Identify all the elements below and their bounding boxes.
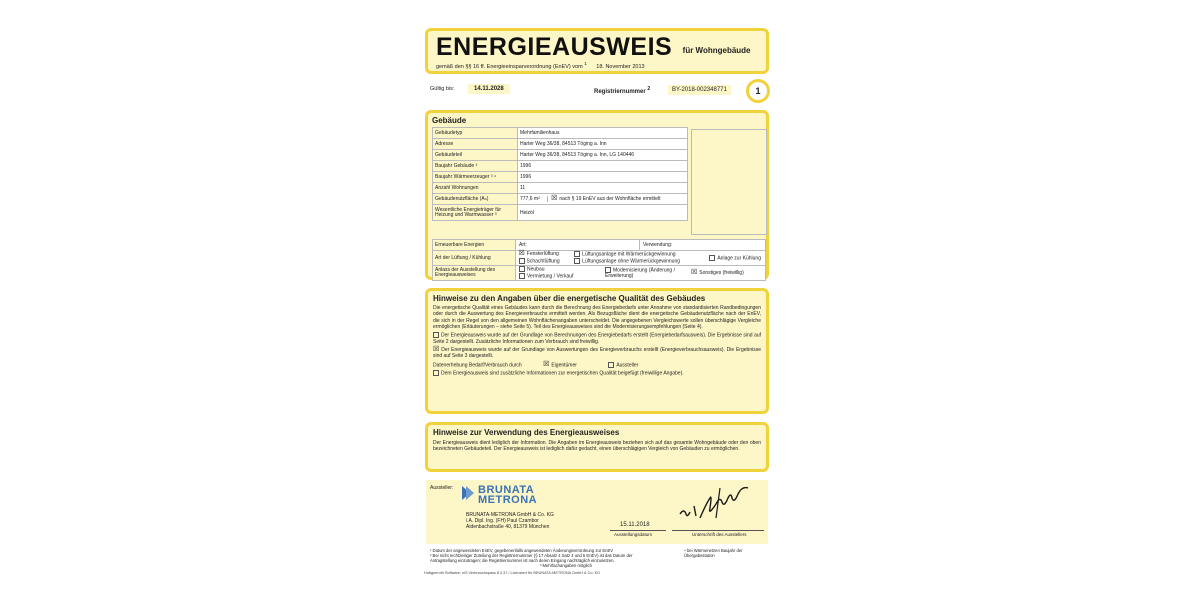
divider: [610, 530, 666, 531]
footnote-4: ⁴ bei Wärmenetzen Baujahr der Übergabestation: [684, 548, 743, 558]
checkbox-icon: [574, 258, 580, 264]
additional-info-option: Dem Energieausweis sind zusätzliche Informationen zur energetischen Qualität beigefügt (freiwillige Angabe).: [433, 370, 761, 377]
checkbox-icon: [433, 370, 439, 376]
logo-text-line1: BRUNATA: [478, 484, 535, 496]
demand-option: Der Energieausweis wurde auf der Grundlage von Berechnungen des Energiebedarfs erstellt (Energiebedarfsausweis). Die Ergebnisse sind auf Seite 2 dargestellt. Zusätzliche Informationen zum Verbrauch sind freiwillig.: [433, 332, 761, 345]
table-row: Baujahr Gebäude ³ 1996: [433, 161, 688, 172]
checked-box-icon: ☒: [691, 268, 698, 276]
checkbox-icon: [608, 362, 614, 368]
issuer-section: [426, 480, 768, 544]
usage-notes-text: Der Energieausweis dient lediglich der Information. Die Angaben im Energieausweis beziehen sich auf das gesamte Wohngebäude oder den oben bezeichneten Gebäudeteil. Der Energieausweis ist lediglich dafür gedacht, einen überschlägigen Vergleich von Gebäuden zu ermöglichen.: [433, 440, 761, 453]
data-collection-row: Datenerhebung Bedarf/Verbrauch durch ☒ Eigentümer Aussteller: [433, 361, 639, 369]
energy-certificate-page: [420, 22, 772, 582]
doc-subtitle: gemäß den §§ 16 ff. Energieeinsparverordnung (EnEV) vom $^1$ 18. November 2013: [436, 61, 645, 70]
table-row: Gebäudetyp Mehrfamilienhaus: [433, 128, 688, 139]
registration-number: BY-2018-002348771: [668, 85, 731, 95]
issuer-address: BRUNATA-METRONA GmbH & Co. KG i.A. Dipl. Ing. (FH) Paul Czambor Aidenbachstraße 40, 81379 München: [466, 512, 554, 530]
footnote-1: ¹ Datum der angewendeten EnEV, gegebenenfalls angewendeten Änderungsverordnung zur EnEV: [430, 548, 614, 553]
registration-label: Registriernummer $^2$: [594, 86, 651, 95]
header-box: [425, 28, 769, 74]
page-number-badge: 1: [746, 79, 770, 103]
software-note: Hottgenroth Software: niS Verbrauchspass 8.3.37 / Lizenziert für BRUNATA-METRONA GmbH & Co. KG: [424, 571, 601, 575]
divider: [672, 530, 764, 531]
occasion-row: Anlass der Ausstellung des Energieausweises Neubau Vermietung / Verkauf Modernisierung (Änderung / Erweiterung) ☒ Sonstiges (freiwillig): [432, 265, 766, 281]
footnote-3: ³ Mehrfachangaben möglich: [540, 563, 592, 568]
renewables-row: Erneuerbare Energien Art: Verwendung:: [432, 239, 766, 251]
building-section-title: Gebäude: [432, 116, 467, 125]
checked-box-icon: ☒: [543, 361, 550, 369]
doc-title-suffix: für Wohngebäude: [682, 46, 751, 55]
issuer-label: Aussteller:: [430, 485, 454, 491]
consumption-option: ☒ Der Energieausweis wurde auf der Grundlage von Auswertungen des Energieverbrauchs erstellt (Energieverbrauchsausweis). Die Ergebnisse sind auf Seite 3 dargestellt.: [433, 346, 761, 360]
checked-box-icon: ☒: [433, 346, 440, 354]
table-row: Wesentliche Energieträger für Heizung und Warmwasser ³ Heizöl: [433, 205, 688, 221]
table-row: Adresse Harter Weg 36/38, 84513 Töging a. Inn: [433, 139, 688, 150]
table-row: Anzahl Wohnungen 11: [433, 183, 688, 194]
footnote-2: ² Bei nicht rechtzeitiger Zuteilung der Registriernummer (§ 17 Absatz 4 Satz 4 und 5 EnEV) ist das Datum der Antragstellung einzutragen; die Registriernummer ist nach deren Eingang nachträglich einzusetzen.: [430, 553, 633, 563]
checkbox-icon: [519, 273, 525, 279]
quality-notes-section: [425, 288, 769, 414]
checkbox-icon: [433, 332, 439, 338]
doc-title: ENERGIEAUSWEIS: [436, 33, 673, 61]
logo-mark-icon: [462, 486, 474, 500]
building-table: [432, 127, 688, 221]
quality-notes-title: Hinweise zu den Angaben über die energetische Qualität des Gebäudes: [433, 294, 706, 303]
issue-date: 15.11.2018: [620, 522, 650, 528]
quality-notes-text: Die energetische Qualität eines Gebäudes kann durch die Berechnung des Energiebedarfs unter Annahme von standardisierten Randbedingungen oder durch die Auswertung des Energieverbrauchs ermittelt werden. Als Bezugsfläche dient die energetische Gebäudenutzfläche nach der EnEV, die sich in der Regel von den allgemeinen Wohnflächenangaben unterscheidet. Die angegebenen Vergleichswerte sollen überschlägige Vergleiche ermöglichen (Erläuterungen – siehe Seite 5). Teil des Energieausweises sind die Modernisierungsempfehlungen (Seite 4).: [433, 305, 761, 330]
checkbox-icon: [519, 258, 525, 264]
building-photo-placeholder: [691, 129, 767, 235]
ventilation-row: Art der Lüftung / Kühlung ☒ Fensterlüftung Schachtlüftung Lüftungsanlage mit Wärmerückgewinnung Lüftungsanlage ohne Wärmerückgewinnung Anlage zur Kühlung: [432, 250, 766, 266]
checkbox-icon: [519, 266, 525, 272]
valid-until-label: Gültig bis:: [430, 86, 455, 92]
table-row: Baujahr Wärmeerzeuger ³ ⁴ 1996: [433, 172, 688, 183]
issue-date-label: Ausstellungsdatum: [614, 532, 653, 537]
valid-until-date: 14.11.2028: [468, 84, 510, 94]
enev-date: 18. November 2013: [596, 63, 645, 70]
table-row: Gebäudenutzfläche (Aₙ) 777,6 m² ☒ nach § 19 EnEV aus der Wohnfläche ermittelt: [433, 194, 688, 205]
checked-box-icon: ☒: [518, 250, 525, 258]
brunata-metrona-logo: [462, 484, 572, 510]
table-row: Gebäudeteil Harter Weg 36/38, 84513 Töging a. Inn, LG 140446: [433, 150, 688, 161]
building-section: [425, 110, 769, 280]
signature-area: [606, 480, 768, 544]
signature-label: Unterschrift des Ausstellers: [692, 532, 747, 537]
usage-notes-title: Hinweise zur Verwendung des Energieausweises: [433, 428, 620, 437]
usage-notes-section: [425, 422, 769, 472]
checkbox-icon: [709, 255, 715, 261]
logo-text-line2: METRONA: [478, 494, 538, 506]
signature-icon: [676, 484, 766, 524]
checked-box-icon: ☒: [551, 195, 558, 203]
checkbox-icon: [574, 251, 580, 257]
